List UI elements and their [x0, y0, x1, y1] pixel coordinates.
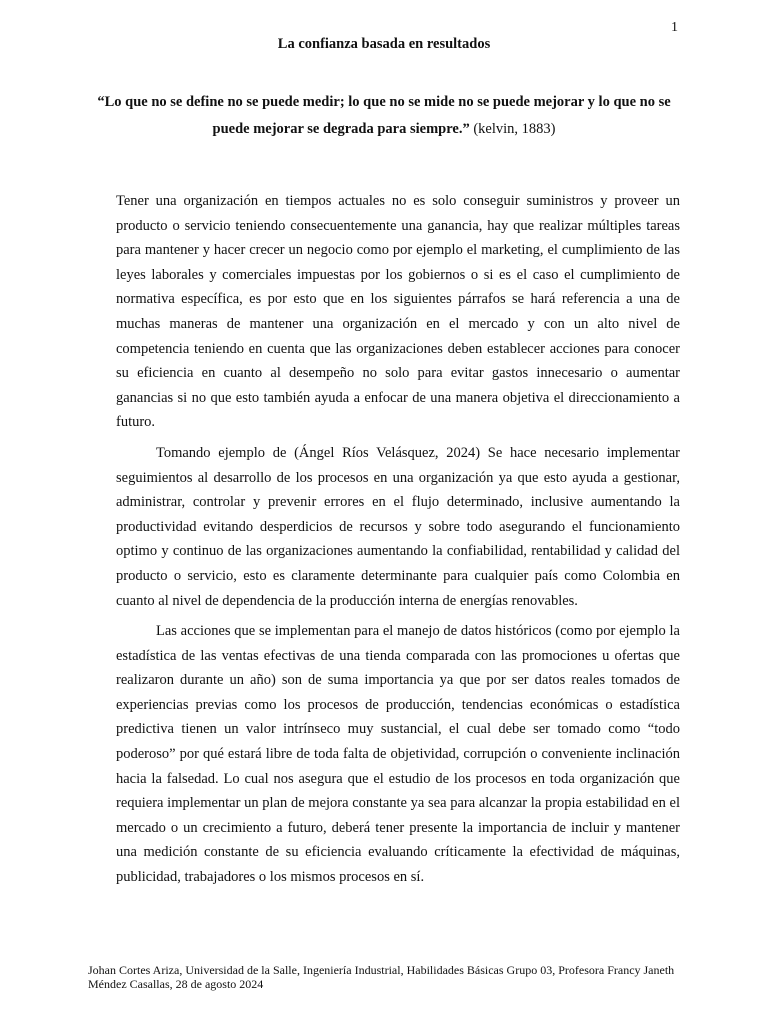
page-number: 1	[671, 20, 678, 35]
epigraph-quote: “Lo que no se define no se puede medir; lo que no se mide no se puede mejorar y lo que no se puede mejorar se degrada para siempre.”	[97, 94, 671, 137]
body-text	[116, 189, 680, 896]
footer-note: Johan Cortes Ariza, Universidad de la Salle, Ingeniería Industrial, Habilidades Básicas Grupo 03, Profesora Francy Janeth Méndez Casallas, 28 de agosto 2024	[88, 963, 675, 991]
document-title: La confianza basada en resultados	[277, 36, 491, 52]
paragraph-3: Las acciones que se implementan para el manejo de datos históricos (como por ejemplo la estadística de las ventas efectivas de una tienda comparada con las promociones u ofertas que realizaron durante un año) son de suma importancia ya que por ser datos reales tomados de experiencias previas como los procesos de producción, tendencias económicas o estadística predictiva tienen un valor intrínseco muy sustancial, el cual debe ser tomado como “todo poderoso” por qué estará libre de toda falta de objetividad, corrupción o conveniente inclinación hacia la falsedad. Lo cual nos asegura que el estudio de los procesos en toda organización que requiera implementar un plan de mejora constante ya sea para alcanzar la propia estabilidad en el mercado o un crecimiento a futuro, deberá tener presente la importancia de incluir y mantener una medición constante de su eficiencia evaluando críticamente la efectividad de máquinas, publicidad, trabajadores o los mismos procesos en sí.	[116, 623, 680, 886]
epigraph	[88, 89, 680, 143]
paragraph-2: Tomando ejemplo de (Ángel Ríos Velásquez, 2024) Se hace necesario implementar seguimientos al desarrollo de los procesos en una organización ya que esto ayuda a gestionar, administrar, controlar y prevenir errores en el flujo determinado, inclusive aumentando la productividad evitando desperdicios de recursos y sobre todo asegurando el funcionamiento optimo y continuo de las organizaciones aumentando la confiabilidad, rentabilidad y calidad del producto o servicio, esto es claramente determinante para cualquier país como Colombia en cuanto al nivel de dependencia de la producción interna de energías renovables.	[116, 444, 680, 609]
paragraph-1: Tener una organización en tiempos actuales no es solo conseguir suministros y proveer un producto o servicio teniendo consecuentemente una ganancia, hay que realizar múltiples tareas para mantener y hacer crecer un negocio como por ejemplo el marketing, el cumplimiento de las leyes laborales y comerciales impuestas por los gobiernos o si es el caso el cumplimiento de normativa específica, es por esto que en los siguientes párrafos se hará referencia a una de muchas maneras de mantener una organización en el mercado y con un alto nivel de competencia teniendo en cuenta que las organizaciones deben establecer acciones para conocer su eficiencia en cuanto al desempeño no solo para evitar gastos innecesario o aumentar ganancias si no que esto también ayuda a enfocar de una manera objetiva el direccionamiento a futuro.	[116, 193, 680, 431]
epigraph-citation: (kelvin, 1883)	[473, 121, 556, 137]
